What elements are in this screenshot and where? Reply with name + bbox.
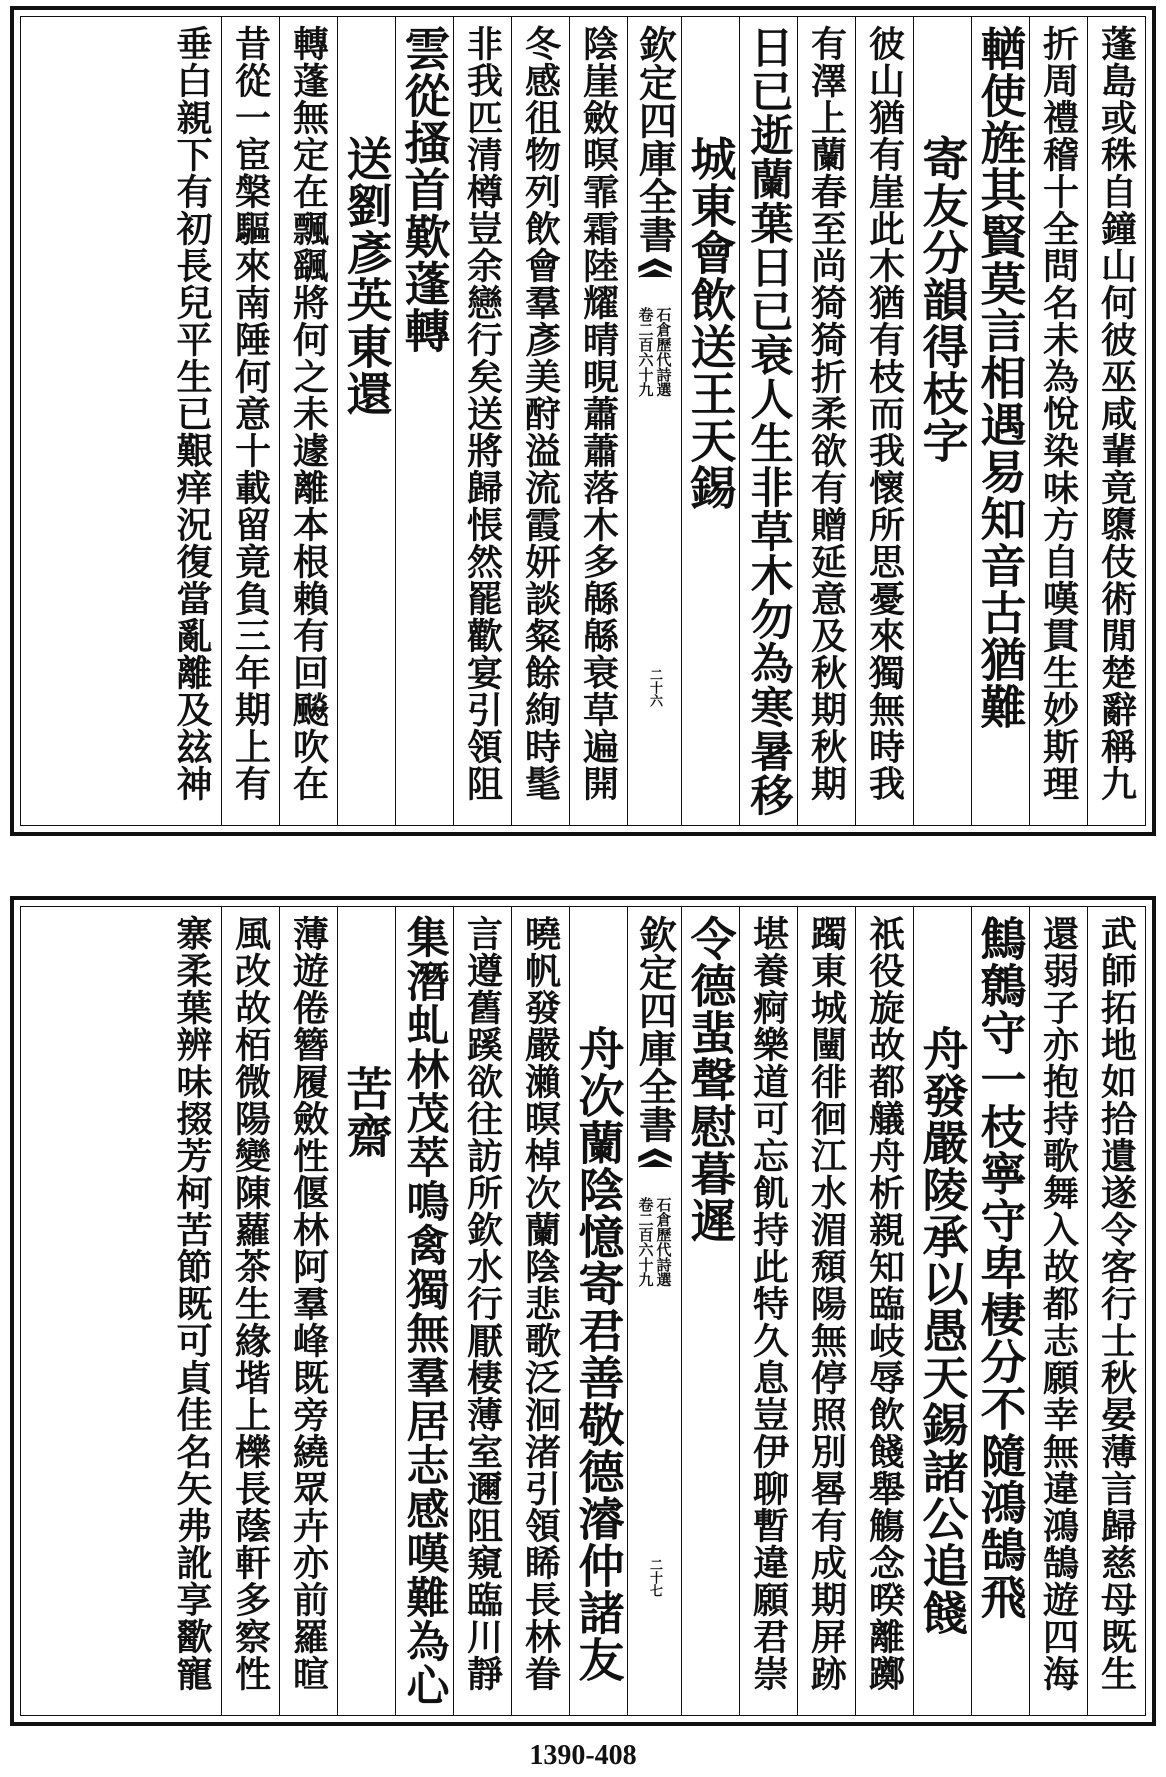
text-column	[221, 907, 279, 1715]
volume-line: 石倉歷代詩選	[654, 307, 673, 397]
column-text: 輶使旌其賢莫言相遇易知音古猶難	[973, 25, 1028, 730]
text-column	[1029, 907, 1087, 1715]
leaf-number: 二十六	[647, 668, 662, 707]
center-fold	[627, 907, 681, 1715]
column-text: 還弱子亦抱持歌舞入故都志願幸無違鴻鵠遊四海	[1037, 915, 1080, 1692]
text-column	[739, 17, 797, 825]
column-text: 冬感徂物列飲會羣彥美酧溢流霞妍談粲餘絢時髦	[519, 25, 562, 802]
text-column	[739, 907, 797, 1715]
text-column	[221, 17, 279, 825]
volume-label	[638, 1197, 672, 1287]
column-text: 躅東城闉徘徊江水湄頹陽無停照別晷有成期屏跡	[805, 915, 848, 1692]
text-column	[1087, 907, 1145, 1715]
column-text: 送劉彥英東還	[339, 135, 394, 417]
book-title: 欽定四庫全書	[632, 25, 678, 253]
book-title: 欽定四庫全書	[632, 915, 678, 1143]
column-text: 寨柔葉辨味掇芳柯苦節既可貞佳名矢弗訛享歠寵	[171, 915, 213, 1692]
text-column	[971, 907, 1029, 1715]
text-column	[395, 17, 453, 825]
fishtail-mark-icon	[637, 257, 673, 301]
text-column	[453, 907, 511, 1715]
text-column	[797, 907, 855, 1715]
column-text: 城東會飲送王天錫	[683, 135, 738, 511]
volume-line: 卷二百六十九	[636, 1197, 655, 1287]
column-text: 垂白親下有初長兒平生已艱痒況復當亂離及玆神	[171, 25, 213, 802]
column-text: 日已逝蘭葉日已衰人生非草木勿為寒暑移	[743, 25, 794, 817]
column-text: 寄友分韻得枝字	[915, 135, 970, 464]
page-number: 1390-408	[529, 1740, 637, 1771]
center-fold	[627, 17, 681, 825]
column-text: 集潛虬林茂萃鳴禽獨無羣居志感嘆難為心	[399, 915, 450, 1707]
column-text: 鷦鷯守一枝寧守卑棲分不隨鴻鵠飛	[973, 915, 1028, 1620]
text-column	[913, 907, 971, 1715]
text-column	[337, 17, 395, 825]
leaf-number: 二十七	[647, 1558, 662, 1597]
text-column	[511, 17, 569, 825]
text-column	[1087, 17, 1145, 825]
column-text: 言遵舊蹊欲往訪所欽水行厭棲薄室邇阻窺臨川靜	[461, 915, 504, 1692]
text-column	[337, 907, 395, 1715]
columns-top	[20, 16, 1146, 826]
column-text: 陰崖斂暝霏霜陸耀晴晛蕭蕭落木多緜緜衰草遍開	[577, 25, 620, 802]
text-column	[395, 907, 453, 1715]
text-column	[855, 907, 913, 1715]
fishtail-mark-icon	[637, 1147, 673, 1191]
text-column	[855, 17, 913, 825]
column-text: 彼山猶有崖此木猶有枝而我懷所思憂來獨無時我	[863, 25, 906, 802]
text-column	[1029, 17, 1087, 825]
column-text: 雲從搔首歎蓬轉	[397, 25, 452, 354]
column-text: 武師拓地如拾遺遂令客行士秋晏薄言歸慈母既生	[1095, 915, 1138, 1692]
column-text: 轉蓬無定在飄颻將何之未遽離本根賴有回飈吹在	[287, 25, 330, 802]
column-text: 堪養痾樂道可忘飢持此特久息豈伊聊暫違願君崇	[747, 915, 790, 1692]
column-text: 薄遊倦簪履斂性偃林阿羣峰既旁繞眾卉亦前羅暄	[287, 915, 330, 1692]
columns-bottom	[20, 906, 1146, 1716]
text-column	[797, 17, 855, 825]
column-text: 舟次蘭陰憶寄君善敬德濬仲諸友	[571, 1025, 626, 1683]
text-column	[279, 907, 337, 1715]
text-column	[913, 17, 971, 825]
text-column	[569, 17, 627, 825]
column-text: 舟發嚴陵承以愚天錫諸公追餞	[915, 1025, 970, 1636]
volume-label	[638, 307, 672, 397]
text-column	[971, 17, 1029, 825]
column-text: 有澤上蘭春至尚猗猗折柔欲有贈延意及秋期秋期	[805, 25, 848, 802]
column-text: 苦齋	[339, 1065, 394, 1159]
page-bottom	[10, 896, 1156, 1726]
column-text: 折周禮稽十全問名未為悅染味方自嘆貫生妙斯理	[1037, 25, 1080, 802]
text-column	[279, 17, 337, 825]
volume-line: 卷二百六十九	[636, 307, 655, 397]
text-column	[681, 17, 739, 825]
text-column	[163, 17, 221, 825]
column-text: 風改故栢微陽變陳蘿茶生緣堦上櫟長蔭軒多察性	[229, 915, 272, 1692]
column-text: 曉帆發嚴瀨暝棹次蘭陰悲歌泛洄渚引領睎長林眷	[519, 915, 562, 1692]
volume-line: 石倉歷代詩選	[654, 1197, 673, 1287]
text-column	[453, 17, 511, 825]
column-text: 蓬島或秼自鐘山何彼巫咸輩竟隳伎術閒楚辭稱九	[1095, 25, 1138, 802]
page-top	[10, 6, 1156, 836]
text-column	[681, 907, 739, 1715]
column-text: 昔從一宦槃驅來南陲何意十載留竟負三年期上有	[229, 25, 272, 802]
text-column	[511, 907, 569, 1715]
column-text: 令德蜚聲慰暮遲	[683, 915, 738, 1244]
column-text: 非我匹清樽豈余戀行矣送將歸悵然罷歡宴引領阻	[461, 25, 504, 802]
column-text: 祇役旋故都艤舟析親知臨岐辱飲餞舉觴念暌離躑	[863, 915, 906, 1692]
text-column	[163, 907, 221, 1715]
text-column	[569, 907, 627, 1715]
